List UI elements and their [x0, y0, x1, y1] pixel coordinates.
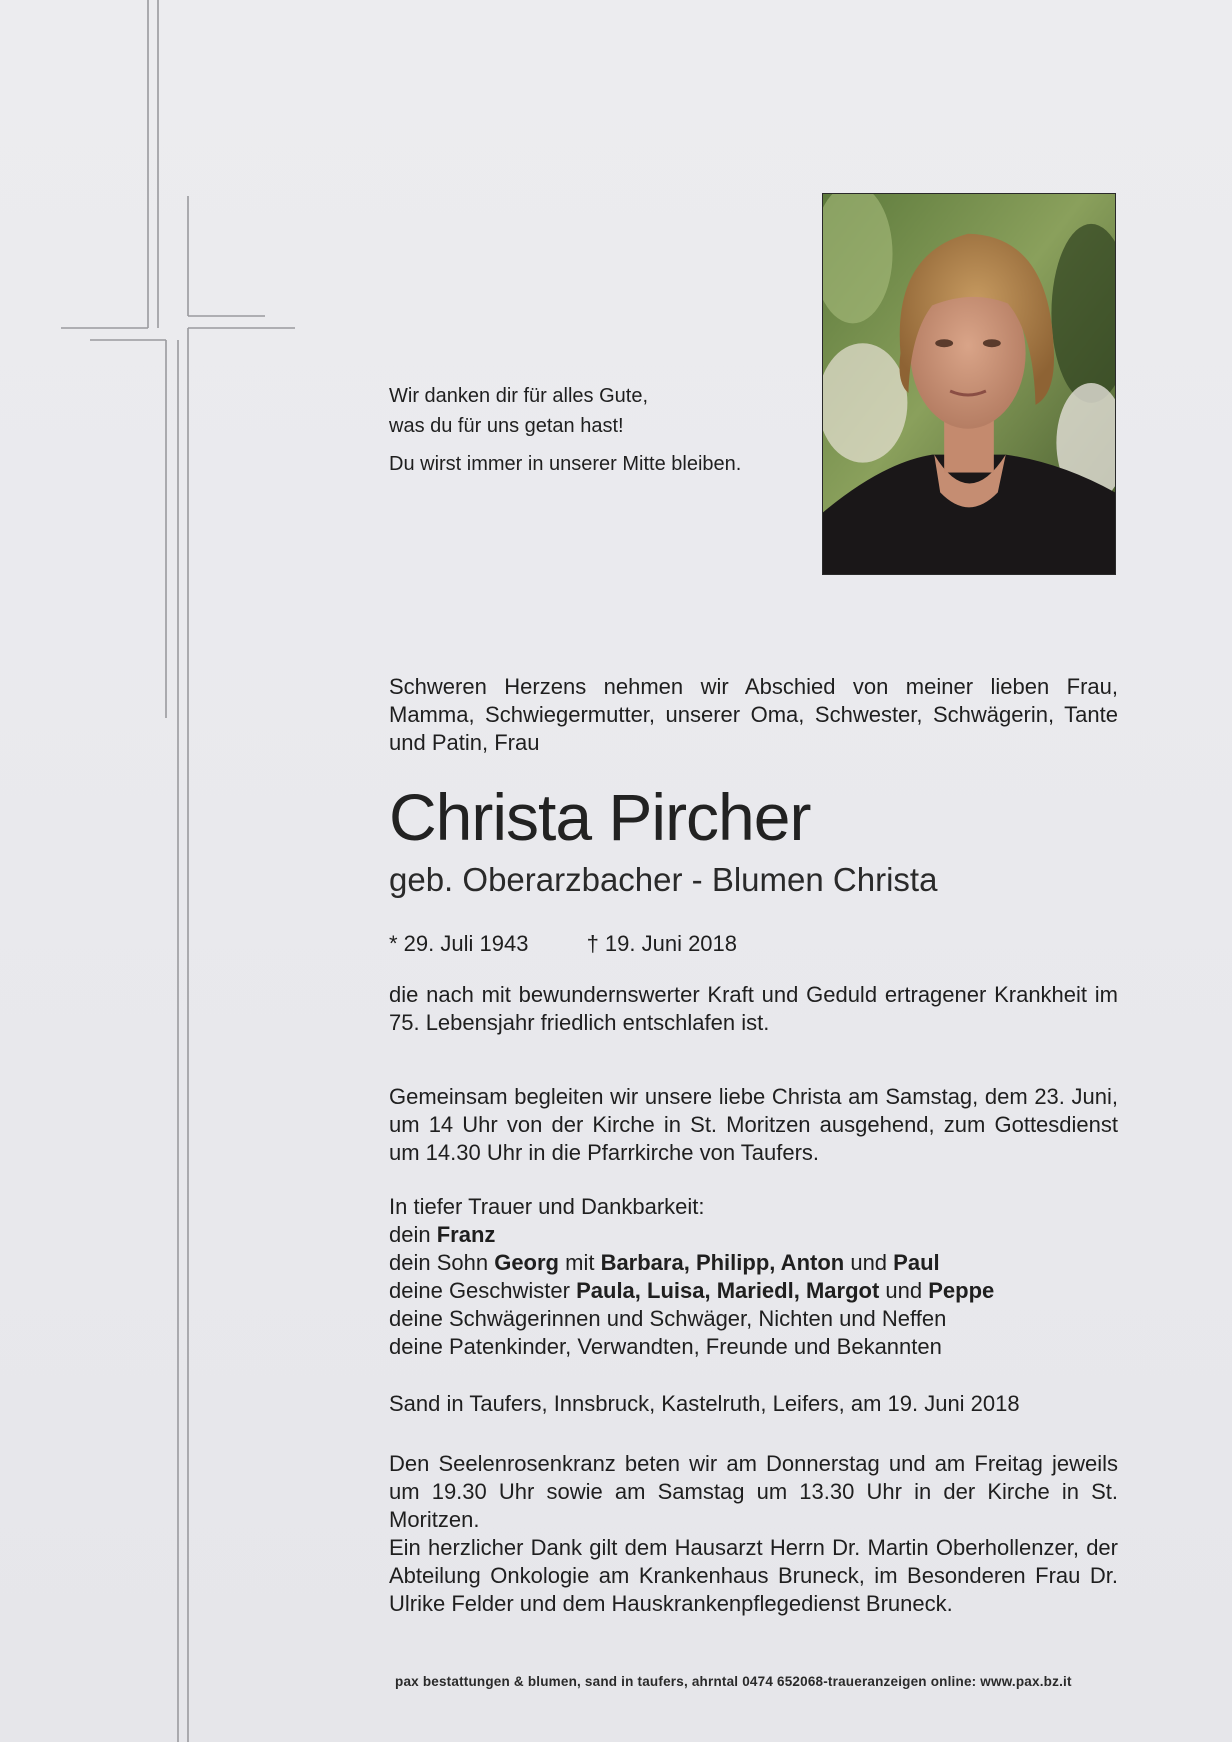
footer-imprint: pax bestattungen & blumen, sand in taufers, ahrntal 0474 652068-traueranzeigen online: www.pax.bz.it — [395, 1674, 1072, 1689]
intro-paragraph: Schweren Herzens nehmen wir Abschied von meiner lieben Frau, Mamma, Schwiegermutter, unserer Oma, Schwester, Schwägerin, Tante und Patin, Frau — [389, 674, 1118, 755]
birth-date: * 29. Juli 1943 — [389, 931, 529, 956]
mourner-line: dein Franz — [389, 1222, 496, 1247]
quote-line: Du wirst immer in unserer Mitte bleiben. — [389, 453, 742, 475]
deceased-subname: geb. Oberarzbacher - Blumen Christa — [389, 861, 938, 898]
mourner-line: deine Patenkinder, Verwandten, Freunde und Bekannten — [389, 1334, 942, 1359]
place-date-line: Sand in Taufers, Innsbruck, Kastelruth, Leifers, am 19. Juni 2018 — [389, 1391, 1020, 1416]
mourner-line: deine Schwägerinnen und Schwäger, Nichten und Neffen — [389, 1306, 947, 1331]
funeral-paragraph: Gemeinsam begleiten wir unsere liebe Christa am Samstag, dem 23. Juni, um 14 Uhr von der Kirche in St. Moritzen ausgehend, zum Gottesdienst um 14.30 Uhr in die Pfarrkirche von Taufers. — [389, 1084, 1118, 1165]
mourner-line: dein Sohn Georg mit Barbara, Philipp, Anton und Paul — [389, 1250, 940, 1275]
rosary-paragraph: Den Seelenrosenkranz beten wir am Donnerstag und am Freitag jeweils um 19.30 Uhr sowie am Samstag um 13.30 Uhr in der Kirche in St. Moritzen. — [389, 1451, 1118, 1532]
mourners-list — [389, 1193, 1118, 1361]
quote-line: was du für uns getan hast! — [389, 415, 624, 437]
life-dates — [389, 930, 1118, 958]
thanks-paragraph: Ein herzlicher Dank gilt dem Hausarzt Herrn Dr. Martin Oberhollenzer, der Abteilung Onkologie am Krankenhaus Bruneck, im Besonderen Frau Dr. Ulrike Felder und dem Hauskrankenpflegedienst Bruneck. — [389, 1535, 1118, 1616]
quote-line: Wir danken dir für alles Gute, — [389, 385, 648, 407]
memorial-quote — [389, 381, 1118, 479]
death-date: † 19. Juni 2018 — [586, 931, 738, 956]
passing-paragraph: die nach mit bewundernswerter Kraft und Geduld ertragener Krankheit im 75. Lebensjahr friedlich entschlafen ist. — [389, 982, 1118, 1035]
deceased-name: Christa Pircher — [389, 780, 811, 854]
mourners-heading: In tiefer Trauer und Dankbarkeit: — [389, 1194, 705, 1219]
mourner-line: deine Geschwister Paula, Luisa, Mariedl, Margot und Peppe — [389, 1278, 995, 1303]
cross-icon — [0, 0, 310, 1742]
